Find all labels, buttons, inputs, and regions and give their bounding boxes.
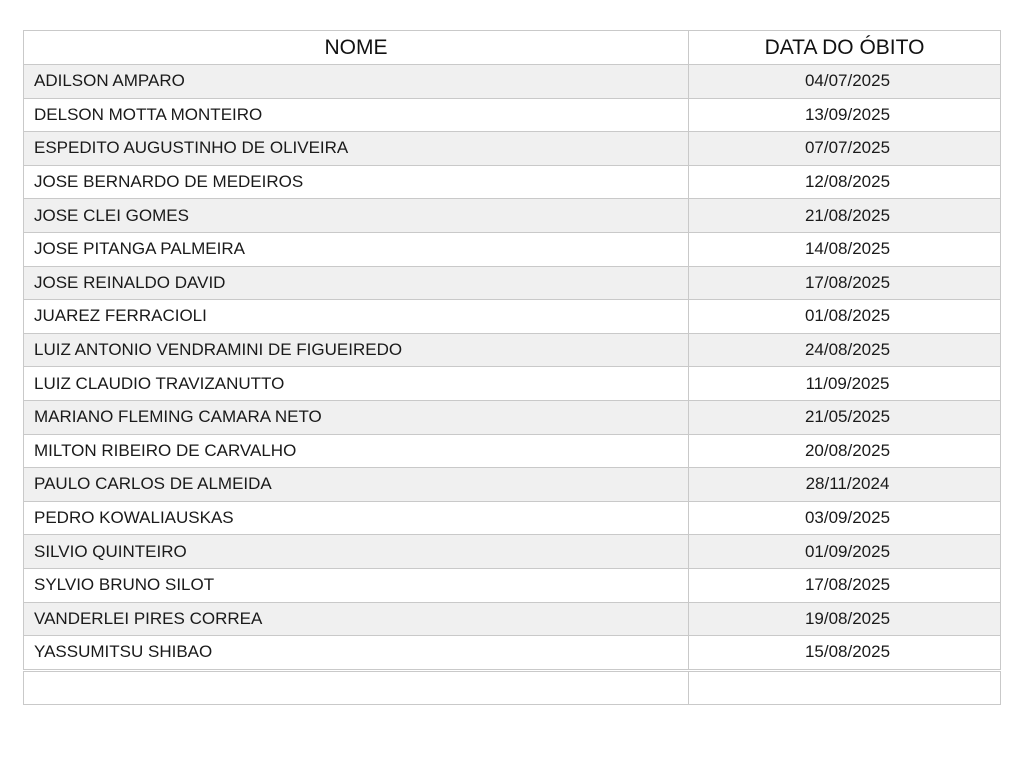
cell-date: 12/08/2025 xyxy=(689,165,1001,199)
cell-name: MILTON RIBEIRO DE CARVALHO xyxy=(24,434,689,468)
table-row xyxy=(24,434,1001,468)
cell-name: JOSE CLEI GOMES xyxy=(24,199,689,233)
table-row xyxy=(24,568,1001,602)
cell-date: 04/07/2025 xyxy=(689,65,1001,99)
table-row xyxy=(24,199,1001,233)
cell-name: PEDRO KOWALIAUSKAS xyxy=(24,501,689,535)
cell-date: 20/08/2025 xyxy=(689,434,1001,468)
cell-name: SILVIO QUINTEIRO xyxy=(24,535,689,569)
cell-name: DELSON MOTTA MONTEIRO xyxy=(24,98,689,132)
table-row xyxy=(24,535,1001,569)
empty-row xyxy=(24,670,1001,704)
cell-name: ESPEDITO AUGUSTINHO DE OLIVEIRA xyxy=(24,132,689,166)
table-row xyxy=(24,266,1001,300)
cell-date: 14/08/2025 xyxy=(689,232,1001,266)
cell-date: 13/09/2025 xyxy=(689,98,1001,132)
cell-name: JOSE BERNARDO DE MEDEIROS xyxy=(24,165,689,199)
cell-date: 11/09/2025 xyxy=(689,367,1001,401)
empty-cell-date xyxy=(689,670,1001,704)
cell-name: PAULO CARLOS DE ALMEIDA xyxy=(24,468,689,502)
table-header xyxy=(24,31,1001,65)
cell-name: MARIANO FLEMING CAMARA NETO xyxy=(24,400,689,434)
cell-name: JUAREZ FERRACIOLI xyxy=(24,300,689,334)
cell-date: 07/07/2025 xyxy=(689,132,1001,166)
cell-name: JOSE PITANGA PALMEIRA xyxy=(24,232,689,266)
cell-date: 21/08/2025 xyxy=(689,199,1001,233)
header-row xyxy=(24,31,1001,65)
column-header-date: DATA DO ÓBITO xyxy=(689,31,1001,65)
table-row xyxy=(24,300,1001,334)
column-header-name: NOME xyxy=(24,31,689,65)
cell-date: 21/05/2025 xyxy=(689,400,1001,434)
table-row xyxy=(24,400,1001,434)
cell-date: 28/11/2024 xyxy=(689,468,1001,502)
table-row xyxy=(24,501,1001,535)
cell-date: 17/08/2025 xyxy=(689,568,1001,602)
table-row xyxy=(24,333,1001,367)
cell-name: LUIZ CLAUDIO TRAVIZANUTTO xyxy=(24,367,689,401)
cell-name: ADILSON AMPARO xyxy=(24,65,689,99)
table-row xyxy=(24,232,1001,266)
table-row xyxy=(24,367,1001,401)
cell-date: 01/09/2025 xyxy=(689,535,1001,569)
table-row xyxy=(24,602,1001,636)
table-row xyxy=(24,165,1001,199)
table-row xyxy=(24,636,1001,671)
cell-name: LUIZ ANTONIO VENDRAMINI DE FIGUEIREDO xyxy=(24,333,689,367)
document-sheet xyxy=(23,30,1000,705)
cell-date: 17/08/2025 xyxy=(689,266,1001,300)
table-row xyxy=(24,468,1001,502)
cell-date: 15/08/2025 xyxy=(689,636,1001,671)
cell-name: YASSUMITSU SHIBAO xyxy=(24,636,689,671)
cell-date: 03/09/2025 xyxy=(689,501,1001,535)
table-row xyxy=(24,98,1001,132)
deaths-table xyxy=(23,30,1001,705)
cell-name: VANDERLEI PIRES CORREA xyxy=(24,602,689,636)
cell-name: JOSE REINALDO DAVID xyxy=(24,266,689,300)
cell-date: 01/08/2025 xyxy=(689,300,1001,334)
cell-date: 24/08/2025 xyxy=(689,333,1001,367)
cell-date: 19/08/2025 xyxy=(689,602,1001,636)
cell-name: SYLVIO BRUNO SILOT xyxy=(24,568,689,602)
table-row xyxy=(24,132,1001,166)
empty-cell-name xyxy=(24,670,689,704)
table-row xyxy=(24,65,1001,99)
table-body xyxy=(24,65,1001,705)
